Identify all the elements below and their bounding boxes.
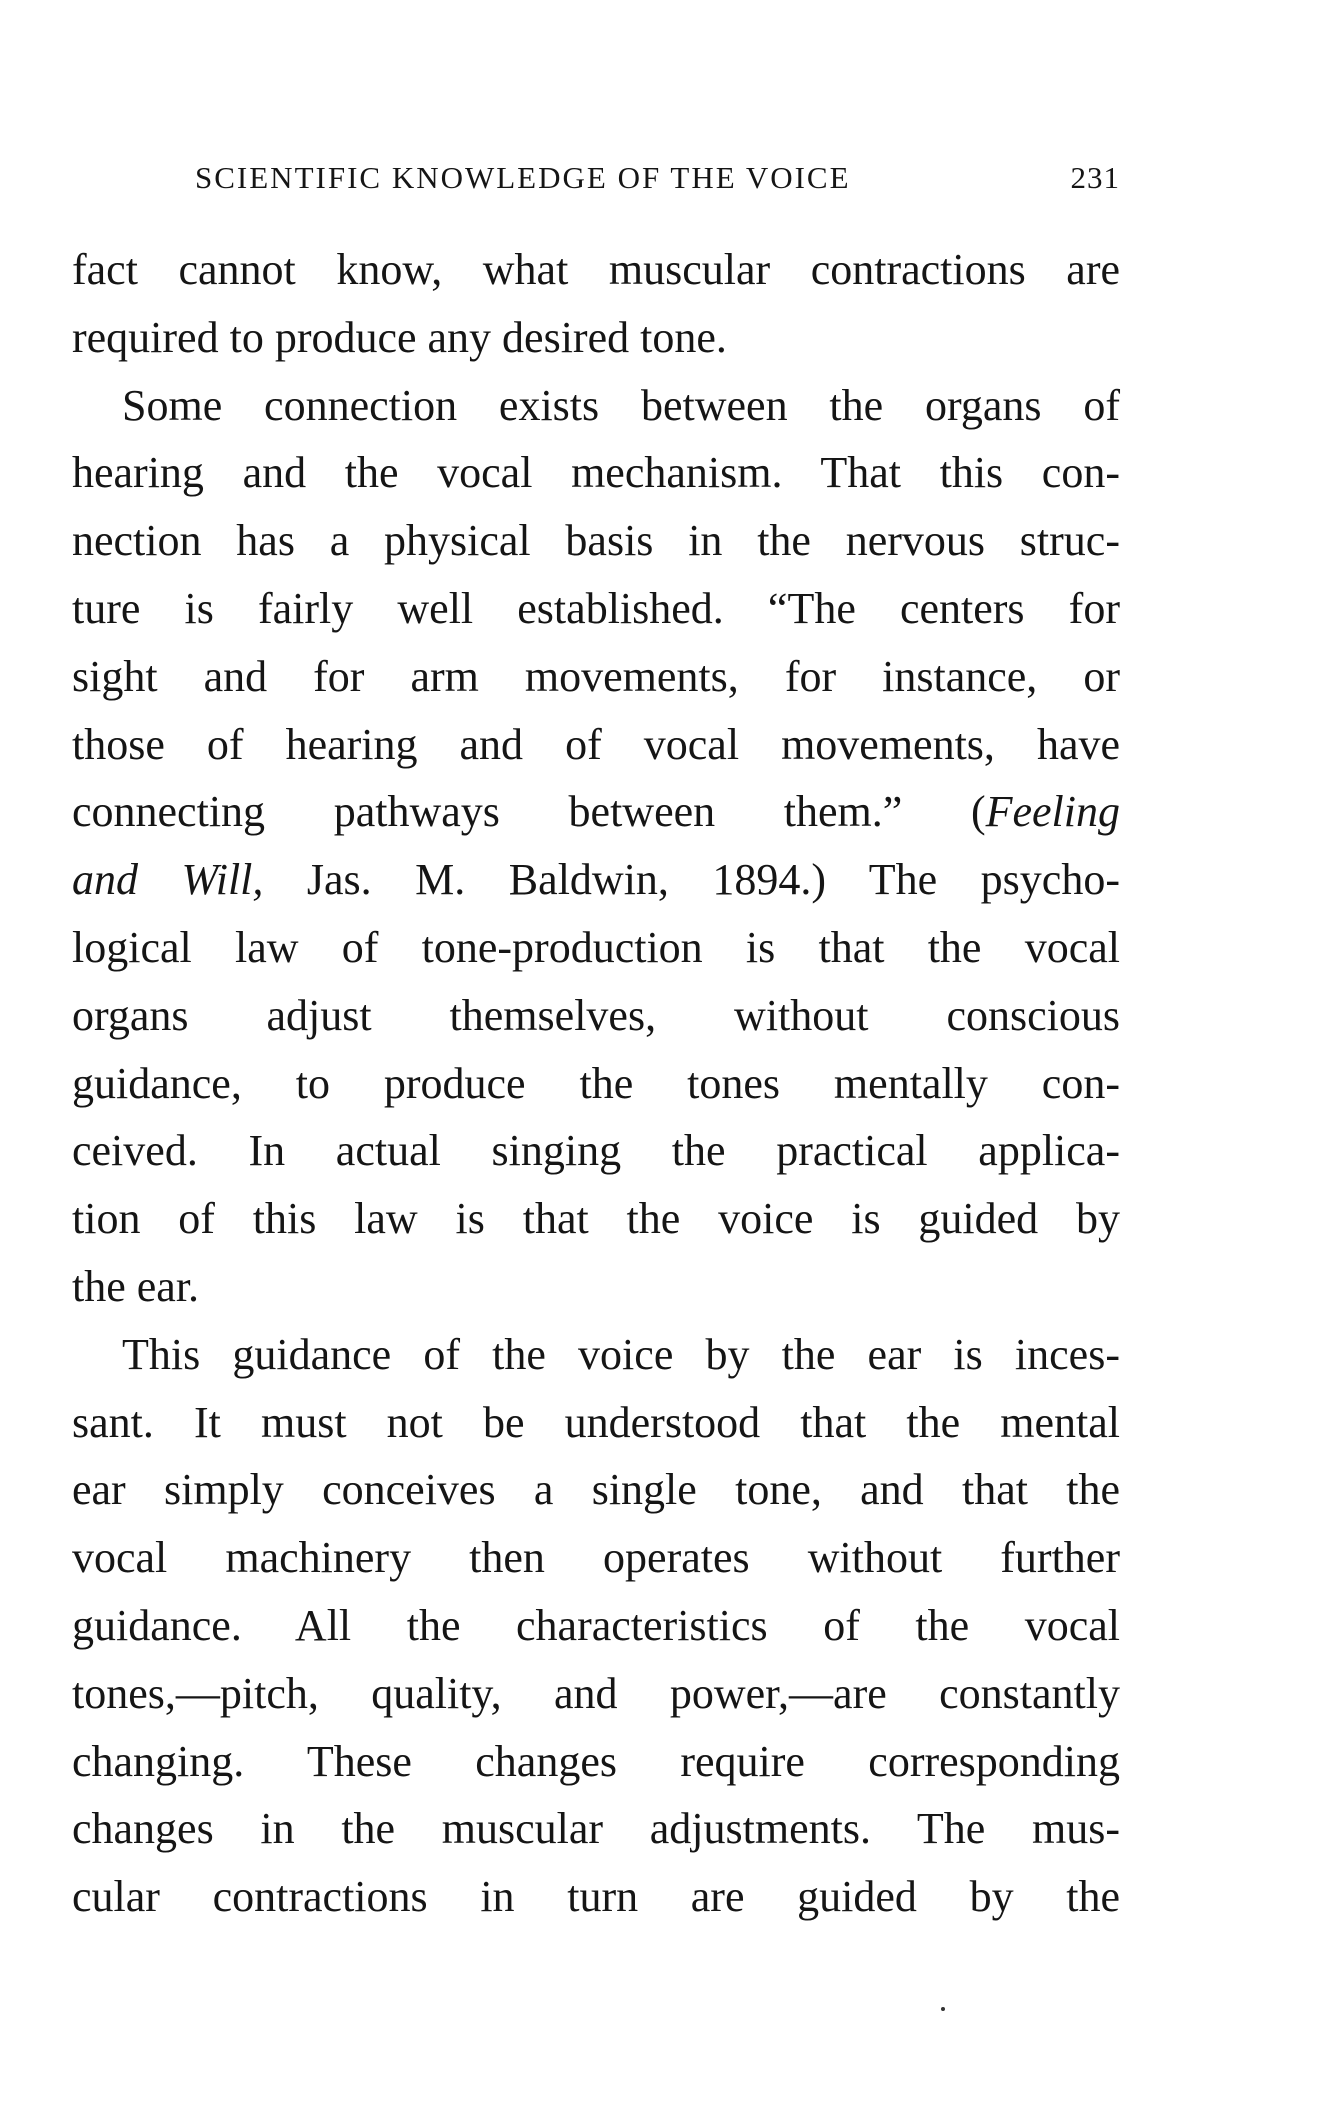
running-header [195, 156, 1120, 200]
text-line: vocal machinery then operates without further [72, 1533, 1120, 1583]
text-segment: connecting pathways between them.” ( [72, 787, 986, 837]
text-line: the ear. [72, 1261, 200, 1311]
text-line: ture is fairly well established. “The centers for [72, 583, 1120, 633]
text-line: sight and for arm movements, for instance, or [72, 651, 1120, 701]
text-line: This guidance of the voice by the ear is inces- [122, 1329, 1120, 1379]
text-line: ceived. In actual singing the practical applica- [72, 1126, 1120, 1176]
text-line: sant. It must not be understood that the mental [72, 1397, 1120, 1447]
text-line [72, 846, 1120, 914]
body-text [72, 236, 1120, 1931]
text-line: logical law of tone-production is that the vocal [72, 922, 1120, 972]
text-line [72, 778, 1120, 846]
italic-book-title: and Will, [72, 855, 264, 905]
text-line: ear simply conceives a single tone, and that the [72, 1465, 1120, 1515]
print-speck [941, 2007, 945, 2011]
text-line: changes in the muscular adjustments. The mus- [72, 1804, 1120, 1854]
running-title: SCIENTIFIC KNOWLEDGE OF THE VOICE [195, 160, 851, 195]
text-line: nection has a physical basis in the nervous struc- [72, 516, 1120, 566]
text-line: fact cannot know, what muscular contractions are [72, 245, 1120, 294]
page-number: 231 [1070, 160, 1120, 195]
text-line: changing. These changes require corresponding [72, 1736, 1120, 1786]
text-segment: Jas. M. Baldwin, 1894.) The psycho- [263, 855, 1120, 905]
text-line: guidance, to produce the tones mentally con- [72, 1058, 1120, 1108]
italic-book-title: Feeling [985, 787, 1120, 837]
text-line: those of hearing and of vocal movements, have [72, 719, 1120, 769]
text-line: required to produce any desired tone. [72, 312, 727, 362]
text-line: hearing and the vocal mechanism. That this con- [72, 448, 1120, 498]
text-line: tion of this law is that the voice is guided by [72, 1194, 1120, 1244]
text-line: tones,—pitch, quality, and power,—are constantly [72, 1668, 1120, 1718]
text-line: Some connection exists between the organs of [122, 380, 1120, 430]
text-line: organs adjust themselves, without conscious [72, 990, 1120, 1040]
text-line: cular contractions in turn are guided by the [72, 1872, 1120, 1922]
text-line: guidance. All the characteristics of the vocal [72, 1600, 1120, 1650]
